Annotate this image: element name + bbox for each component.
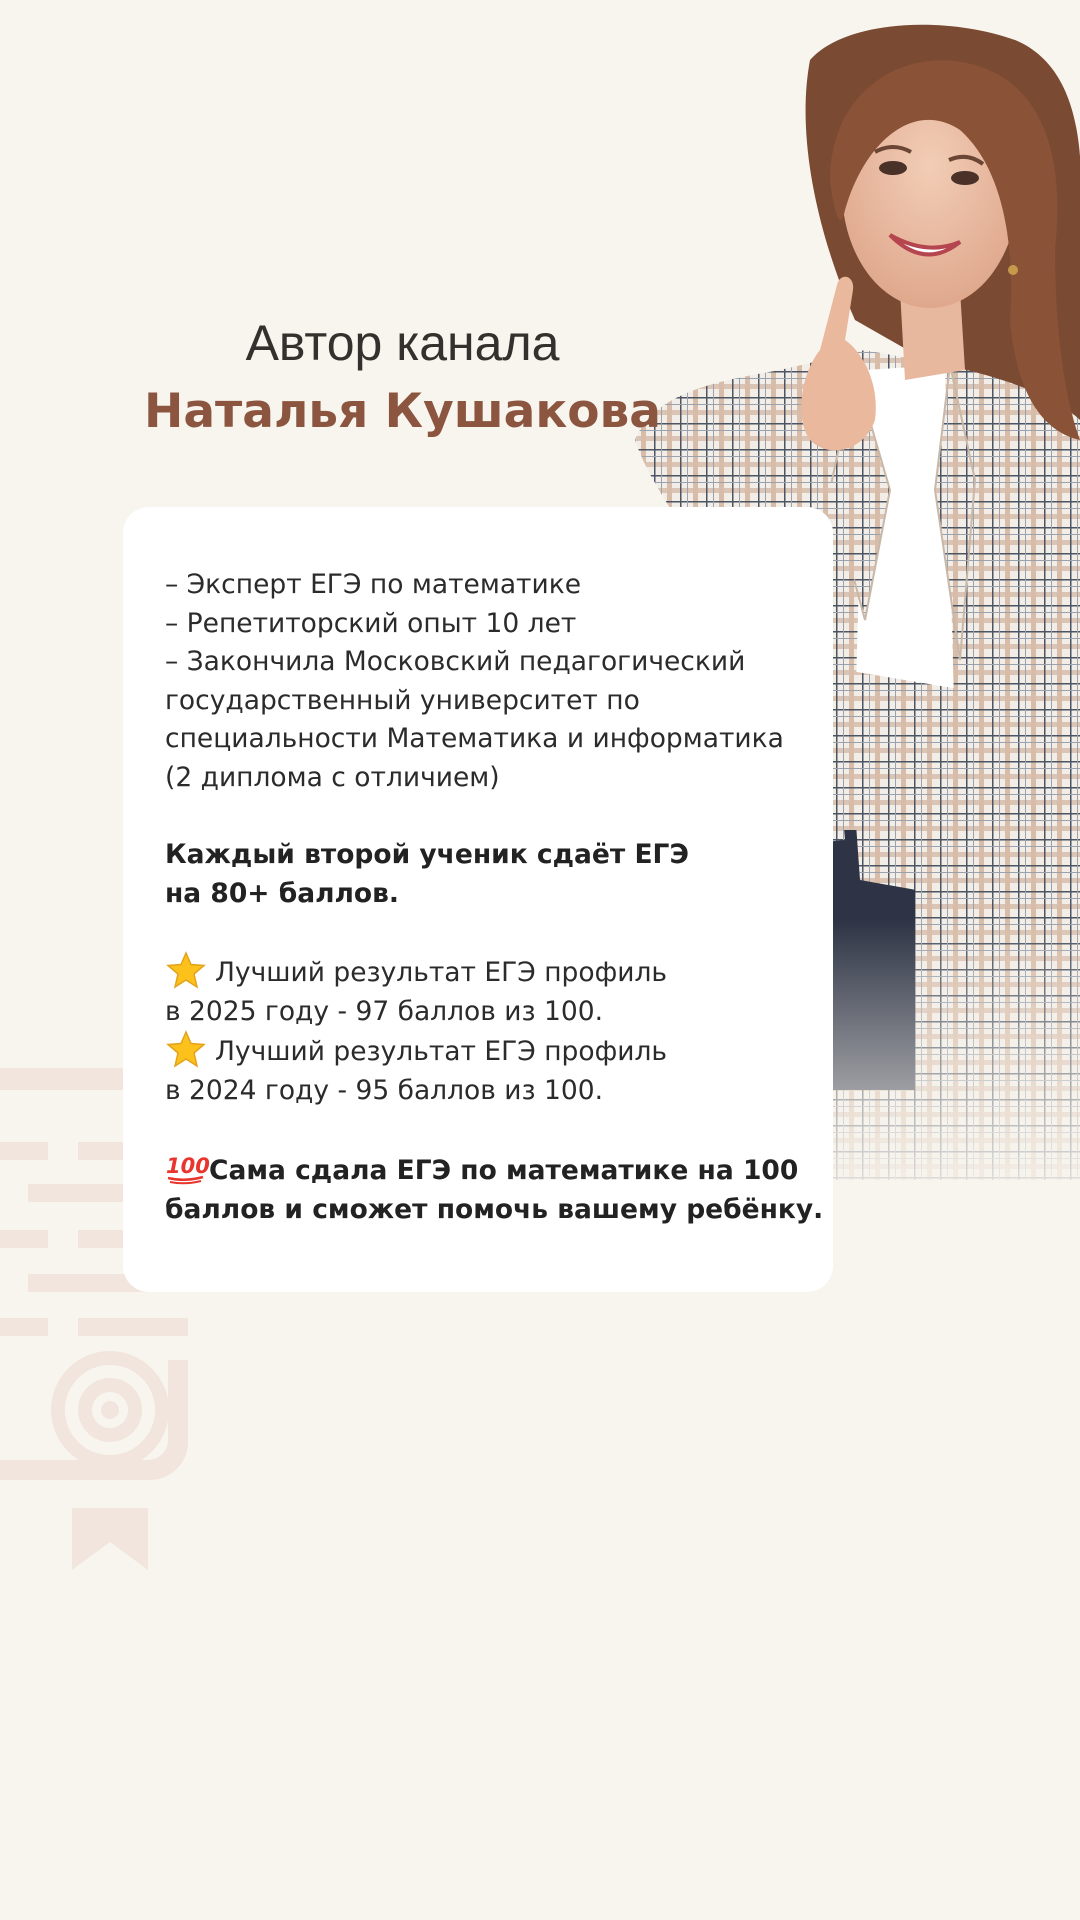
bio-line: – Закончила Московский педагогический: [165, 646, 746, 678]
result-text: в 2025 году - 97 баллов из 100.: [165, 995, 604, 1027]
svg-text:100: 100: [166, 1153, 210, 1178]
header: [0, 310, 805, 448]
star-icon: [165, 1031, 207, 1067]
result-2025: [165, 952, 813, 993]
closing-line: [165, 1149, 813, 1191]
closing-text: баллов и сможет помочь вашему ребёнку.: [165, 1193, 824, 1225]
result-2024: [165, 1031, 813, 1072]
closing-text: Сама сдала ЕГЭ по математике на 100: [209, 1154, 799, 1186]
bio-line: специальности Математика и информатика: [165, 723, 784, 755]
result-text: Лучший результат ЕГЭ профиль: [215, 1036, 668, 1068]
star-icon: [165, 952, 207, 988]
result-text: Лучший результат ЕГЭ профиль: [215, 956, 668, 988]
highlight-line: Каждый второй ученик сдаёт ЕГЭ: [165, 839, 689, 871]
channel-author-label: Автор канала: [245, 315, 560, 371]
result-text: в 2024 году - 95 баллов из 100.: [165, 1074, 604, 1106]
highlight-line: на 80+ баллов.: [165, 877, 399, 909]
bio-line: государственный университет по: [165, 684, 640, 716]
bio-line: – Репетиторский опыт 10 лет: [165, 607, 577, 639]
info-card: [123, 507, 833, 1292]
bio-line: – Эксперт ЕГЭ по математике: [165, 569, 582, 600]
hundred-points-icon: [165, 1149, 210, 1185]
bio-line: (2 диплома с отличием): [165, 761, 500, 793]
author-name: Наталья Кушакова: [143, 384, 662, 439]
